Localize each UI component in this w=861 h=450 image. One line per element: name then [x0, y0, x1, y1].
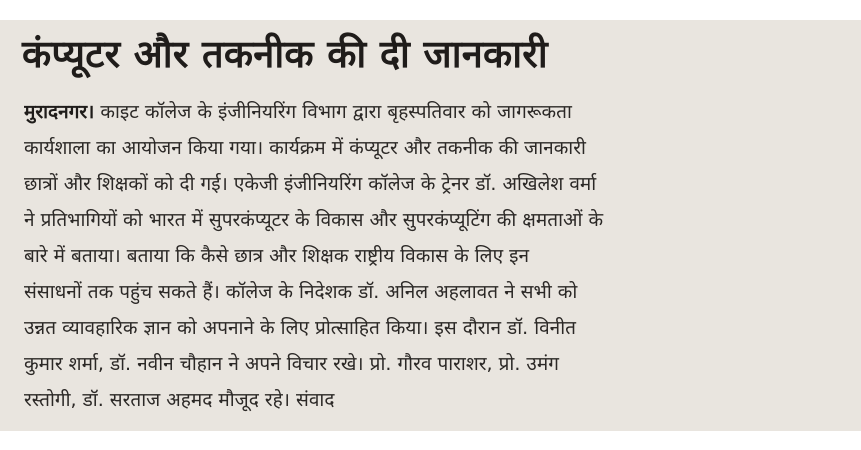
article-line-5: बारे में बताया। बताया कि कैसे छात्र और शिक्षक राष्ट्रीय विकास के लिए इन [24, 245, 529, 267]
article-line-1-text: काइट कॉलेज के इंजीनियरिंग विभाग द्वारा बृहस्पतिवार को जागरूकता [94, 101, 572, 123]
article-line-6: संसाधनों तक पहुंच सकते हैं। कॉलेज के निदेशक डॉ. अनिल अहलावत ने सभी को [24, 281, 578, 303]
article-line-4: ने प्रतिभागियों को भारत में सुपरकंप्यूटर के विकास और सुपरकंप्यूटिंग की क्षमताओं के [24, 209, 604, 231]
article-dateline: मुरादनगर। [24, 101, 95, 123]
article-line-1 [24, 94, 854, 130]
article-body [24, 94, 854, 418]
news-clipping [0, 20, 861, 431]
article-line-3: छात्रों और शिक्षकों को दी गई। एकेजी इंजीनियरिंग कॉलेज के ट्रेनर डॉ. अखिलेश वर्मा [24, 173, 597, 195]
article-line-9: रस्तोगी, डॉ. सरताज अहमद मौजूद रहे। संवाद [24, 389, 335, 411]
article-line-2: कार्यशाला का आयोजन किया गया। कार्यक्रम में कंप्यूटर और तकनीक की जानकारी [24, 137, 586, 159]
article-headline: कंप्यूटर और तकनीक की दी जानकारी [22, 32, 548, 76]
article-line-8: कुमार शर्मा, डॉ. नवीन चौहान ने अपने विचार रखे। प्रो. गौरव पाराशर, प्रो. उमंग [24, 353, 559, 375]
article-line-7: उन्नत व्यावहारिक ज्ञान को अपनाने के लिए प्रोत्साहित किया। इस दौरान डॉ. विनीत [24, 317, 576, 339]
